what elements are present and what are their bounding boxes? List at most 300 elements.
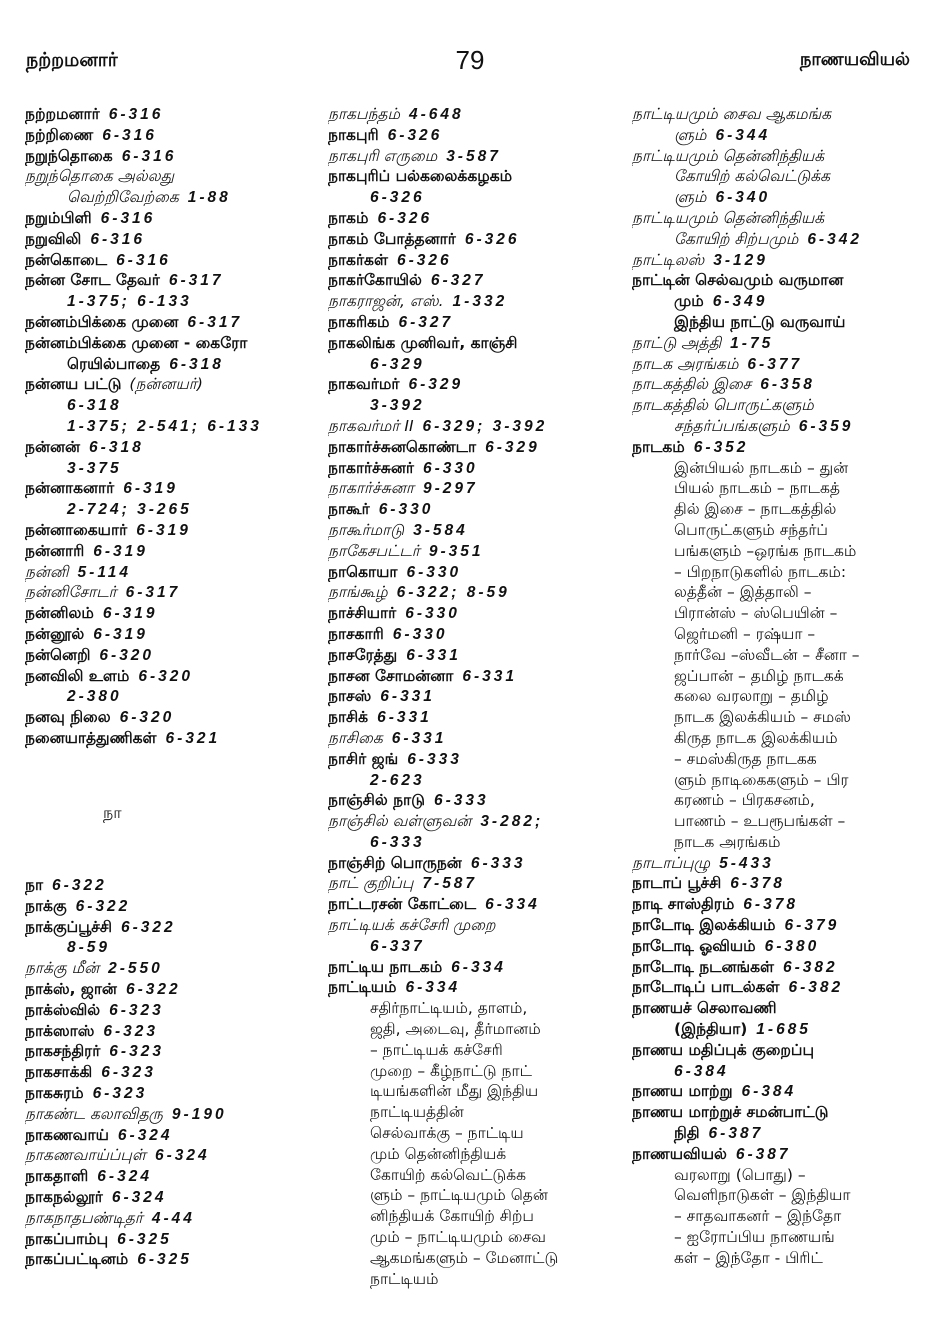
page-reference: 6-318 xyxy=(67,397,122,415)
entry-term: நனையாத்துணிகள் xyxy=(25,728,157,747)
entry-term: பொருட்களும் சந்தர்ப் xyxy=(674,520,828,539)
index-entry xyxy=(328,333,620,354)
page-reference: 6-378 xyxy=(730,875,785,893)
entry-term: நாணய மாற்று xyxy=(632,1082,733,1101)
page-reference: 6-387 xyxy=(708,1125,764,1143)
index-entry-continuation xyxy=(632,416,922,437)
entry-description-line xyxy=(632,603,922,624)
entry-term: நனவிலி உளம் xyxy=(25,666,130,685)
index-entry xyxy=(632,853,922,874)
index-entry xyxy=(632,894,922,915)
entry-description-line xyxy=(328,1269,620,1290)
entry-term: நாட்டரசன் கோட்டை xyxy=(328,895,477,914)
index-column-3 xyxy=(632,104,922,1269)
index-entry xyxy=(25,1083,317,1104)
index-entry-continuation xyxy=(25,187,317,208)
entry-term: பிரான்ஸ் – ஸ்பெயின் – xyxy=(674,604,838,623)
page-reference: 6-327 xyxy=(398,313,454,331)
index-entry xyxy=(25,603,317,624)
index-entry xyxy=(25,374,317,395)
entry-term: கிருத நாடக இலக்கியம் xyxy=(674,728,838,747)
entry-term: நாசன சோமன்னா xyxy=(328,666,454,685)
index-entry-continuation xyxy=(632,166,922,187)
page-reference: 6-331 xyxy=(377,709,432,727)
page-reference: 6-323 xyxy=(109,1001,164,1019)
entry-term: நாடோடி இலக்கியம் xyxy=(632,916,776,935)
entry-term: ஆகமங்களும் – மேனாட்டு xyxy=(370,1248,559,1267)
index-entry xyxy=(25,1021,317,1042)
index-entry xyxy=(25,1208,317,1229)
entry-term: நாடோடி நடனங்கள் xyxy=(632,957,775,976)
page-reference: 4-648 xyxy=(409,106,464,123)
page-reference: 6-334 xyxy=(405,979,461,997)
entry-term: நன்னன் xyxy=(25,437,81,456)
index-entry xyxy=(632,354,922,375)
page-reference: 6-325 xyxy=(137,1251,192,1269)
entry-term: ளும் xyxy=(674,125,707,144)
page-reference: 6-352 xyxy=(693,438,749,456)
index-entry xyxy=(632,873,922,894)
index-entry xyxy=(328,582,620,603)
page-reference: 6-333 xyxy=(370,833,425,851)
page-reference: 1-375; 2-541; 6-133 xyxy=(67,417,262,435)
index-entry-continuation xyxy=(25,686,317,707)
index-entry xyxy=(328,374,620,395)
index-entry xyxy=(25,979,317,1000)
page-reference: 6-329; 3-392 xyxy=(422,417,548,435)
page-reference: 6-317 xyxy=(187,313,243,331)
entry-description-line xyxy=(632,1165,922,1186)
page-reference: 3-587 xyxy=(446,147,501,165)
page-reference: 6-326 xyxy=(377,209,433,227)
entry-term: நறுவிலி xyxy=(25,229,82,248)
entry-term: நாகணவாய் xyxy=(25,1125,109,1144)
index-column-1-section xyxy=(25,875,317,1270)
entry-term: நறுந்தொகை அல்லது xyxy=(25,167,175,186)
index-entry xyxy=(328,603,620,624)
entry-description-line xyxy=(632,707,922,728)
page-reference: 6-331 xyxy=(380,688,435,706)
entry-description-line xyxy=(328,1019,620,1040)
index-entry xyxy=(632,395,922,416)
index-entry xyxy=(328,666,620,687)
entry-description-line xyxy=(328,1040,620,1061)
entry-term: நாகபந்தம் xyxy=(328,105,401,123)
entry-term: நாட்டியமும் தென்னிந்தியக் xyxy=(632,146,825,165)
page-reference: 6-359 xyxy=(798,417,854,435)
entry-term: சந்தர்ப்பங்களும் xyxy=(674,416,790,435)
index-entry xyxy=(25,896,317,917)
page-reference: 6-323 xyxy=(92,1084,148,1102)
entry-term: நாஞ்சில் நாடு xyxy=(328,791,425,810)
page-reference: 6-320 xyxy=(138,667,193,685)
index-entry xyxy=(328,894,620,915)
entry-term: ஜெர்மனி – ரஷ்யா – xyxy=(674,624,816,643)
index-entry xyxy=(25,1062,317,1083)
entry-term: நன்ன சோட தேவர் xyxy=(25,271,160,290)
index-entry xyxy=(632,104,922,125)
entry-term: நாகப்பாம்பு xyxy=(25,1229,109,1248)
entry-term: நாகசுரம் xyxy=(25,1083,84,1102)
entry-term: நாடகம் xyxy=(632,437,685,456)
index-entry xyxy=(328,166,620,187)
entry-term: ஜதி, அடைவு, தீர்மானம் xyxy=(370,1020,541,1039)
entry-term: நாகார்ச்சுனகொண்டா xyxy=(328,437,477,456)
entry-term: நற்றமனார் xyxy=(25,105,100,123)
entry-description-line xyxy=(632,749,922,770)
page-reference: 6-382 xyxy=(783,958,838,976)
entry-term: நாகதாளி xyxy=(25,1167,89,1186)
entry-term: – பிறநாடுகளில் நாடகம்: xyxy=(674,562,847,581)
page-reference: 6-316 xyxy=(121,147,177,165)
entry-term: நார்வே –ஸ்வீடன் – சீனா – xyxy=(674,645,860,664)
entry-term: நாகபுரிப் பல்கலைக்கழகம் xyxy=(328,167,513,186)
page-reference: 6-326 xyxy=(370,189,425,207)
entry-term: வரலாறு (பொது) – xyxy=(674,1165,806,1184)
page-reference: 6-320 xyxy=(99,646,155,664)
entry-description-line xyxy=(632,562,922,583)
index-entry xyxy=(25,645,317,666)
entry-term: கோயிற் கல்வெட்டுக்க xyxy=(370,1165,527,1184)
entry-term: ரெயில்பாதை xyxy=(67,354,161,373)
index-entry xyxy=(632,1102,922,1123)
running-head-right: நாணயவியல் xyxy=(799,49,910,70)
index-entry xyxy=(328,811,620,832)
page-reference: 6-330 xyxy=(392,625,448,643)
page-reference: 6-316 xyxy=(108,106,164,123)
index-entry xyxy=(25,917,317,938)
entry-term: – சமஸ்கிருத நாடகக xyxy=(674,749,817,768)
index-entry-continuation xyxy=(632,1061,922,1082)
entry-term: இந்திய நாட்டு வருவாய் xyxy=(674,312,846,331)
entry-term: நாடோடிப் பாடல்கள் xyxy=(632,978,780,997)
index-entry xyxy=(328,312,620,333)
entry-term: நாடகத்தில் பொருட்களும் xyxy=(632,396,814,415)
entry-term: நாணய மாற்றுச் சமன்பாட்டு xyxy=(632,1103,829,1122)
entry-description-line xyxy=(632,541,922,562)
page-reference: 6-326 xyxy=(464,230,520,248)
entry-description-line xyxy=(328,1123,620,1144)
entry-term: நாசகாரி xyxy=(328,624,384,643)
entry-description-line xyxy=(328,1165,620,1186)
entry-term: நறுந்தொகை xyxy=(25,146,113,165)
index-entry xyxy=(25,229,317,250)
entry-term: கோயிற் சிற்பமும் xyxy=(674,229,799,248)
entry-term: நாட்டியமும் தென்னிந்தியக் xyxy=(632,208,825,227)
page-reference: 1-375; 6-133 xyxy=(67,293,192,311)
entry-description-line xyxy=(632,1227,922,1248)
page-reference: 7-587 xyxy=(422,875,478,893)
index-entry xyxy=(632,1040,922,1061)
index-entry xyxy=(25,146,317,167)
entry-note: (நன்னயர்) xyxy=(129,375,203,394)
index-entry xyxy=(328,686,620,707)
entry-term: – நாட்டியக் கச்சேரி xyxy=(370,1040,503,1059)
entry-term: செல்வாக்கு – நாட்டிய xyxy=(370,1124,524,1143)
page-reference: 6-384 xyxy=(674,1062,729,1080)
index-entry-continuation xyxy=(328,936,620,957)
index-entry xyxy=(328,873,620,894)
entry-term: நாச்சியார் xyxy=(328,604,397,623)
entry-term: நாகர்கோயில் xyxy=(328,271,422,290)
index-entry xyxy=(25,208,317,229)
index-entry xyxy=(328,645,620,666)
entry-term: கலை வரலாறு – தமிழ் xyxy=(674,687,829,706)
entry-description-line xyxy=(632,582,922,603)
page-reference: 6-327 xyxy=(430,272,486,290)
index-entry xyxy=(328,437,620,458)
index-entry xyxy=(328,728,620,749)
index-entry xyxy=(632,1144,922,1165)
index-entry-continuation xyxy=(328,395,620,416)
index-entry xyxy=(25,666,317,687)
index-entry xyxy=(25,1166,317,1187)
page-reference: 6-333 xyxy=(407,750,462,768)
page-reference: 6-325 xyxy=(117,1230,172,1248)
entry-term: னிந்தியக் கோயிற் சிற்ப xyxy=(370,1207,534,1226)
page-reference: 6-316 xyxy=(90,230,145,248)
entry-term: நாடக இலக்கியம் – சமஸ் xyxy=(674,708,851,727)
page-reference: 6-340 xyxy=(715,189,771,207)
page-reference: 6-323 xyxy=(101,1064,156,1082)
entry-term: இன்பியல் நாடகம் – துன் xyxy=(674,458,849,477)
index-entry xyxy=(25,728,317,749)
entry-description-line xyxy=(328,1185,620,1206)
index-entry xyxy=(328,977,620,998)
index-entry xyxy=(632,208,922,229)
index-entry-continuation xyxy=(25,354,317,375)
entry-term: நா xyxy=(25,876,44,894)
index-entry xyxy=(632,146,922,167)
index-entry xyxy=(328,270,620,291)
entry-term: நாஞ்சில் வள்ளுவன் xyxy=(328,812,472,831)
index-entry xyxy=(632,1081,922,1102)
entry-description-line xyxy=(328,1061,620,1082)
index-entry-continuation xyxy=(632,125,922,146)
entry-term: நாடி சாஸ்திரம் xyxy=(632,895,735,914)
entry-term: நாகப்பட்டினம் xyxy=(25,1250,129,1269)
entry-term: லத்தீன் – இத்தாலி – xyxy=(674,583,812,602)
entry-description-line xyxy=(632,624,922,645)
page-reference: 6-320 xyxy=(119,709,175,727)
entry-term: நன்னாகையார் xyxy=(25,520,128,539)
entry-term: – சாதவாகனர் – இந்தோ xyxy=(674,1207,842,1226)
entry-term: நாடோடி ஓவியம் xyxy=(632,936,756,955)
entry-term: நாட் குறிப்பு xyxy=(328,874,414,893)
index-entry xyxy=(328,520,620,541)
entry-term: நாகம் போத்தனார் xyxy=(328,229,456,248)
entry-description-line xyxy=(328,1227,620,1248)
index-entry-continuation xyxy=(632,291,922,312)
entry-description-line xyxy=(632,811,922,832)
index-entry xyxy=(328,790,620,811)
page-reference: 3-375 xyxy=(67,459,122,477)
entry-term: நாணயச் செலாவணி xyxy=(632,999,777,1018)
index-entry xyxy=(632,977,922,998)
page-reference: 6-324 xyxy=(111,1188,167,1206)
entry-description-line xyxy=(632,1206,922,1227)
entry-description-line xyxy=(632,1248,922,1269)
index-entry-continuation xyxy=(328,770,620,791)
page-reference: 9-351 xyxy=(428,542,484,560)
page-reference: 6-324 xyxy=(154,1147,210,1165)
index-entry xyxy=(328,562,620,583)
page-reference: 6-324 xyxy=(97,1168,152,1186)
index-entry xyxy=(328,229,620,250)
page-reference: 6-358 xyxy=(760,376,815,394)
entry-term: நாகநல்லூர் xyxy=(25,1187,103,1206)
page-reference: 6-379 xyxy=(784,917,840,935)
index-entry xyxy=(328,749,620,770)
entry-term: நாட்டியம் xyxy=(328,978,397,997)
index-entry xyxy=(328,624,620,645)
entry-term: நன்னூல் xyxy=(25,624,85,643)
entry-term: நாகராஜன், எஸ். xyxy=(328,292,444,311)
index-entry-continuation xyxy=(328,354,620,375)
entry-term: நாகணவாய்ப்புள் xyxy=(25,1146,146,1165)
entry-term: நாக்ஸ், ஜான் xyxy=(25,979,117,998)
index-entry xyxy=(25,166,317,187)
entry-description-line xyxy=(328,998,620,1019)
entry-term: நாசிக் xyxy=(328,708,369,727)
entry-term: நாக்ஸாஸ் xyxy=(25,1021,95,1040)
entry-term: நாகார்ச்சுனர் xyxy=(328,458,414,477)
entry-term: நன்னாரி xyxy=(25,541,85,560)
entry-term: ளும் – நாட்டியமும் தென் xyxy=(370,1186,548,1205)
entry-term: நாசரேத்து xyxy=(328,645,398,664)
page-reference: 6-331 xyxy=(406,646,461,664)
page-reference: 2-550 xyxy=(108,960,163,978)
index-entry xyxy=(25,1187,317,1208)
page-reference: 6-319 xyxy=(93,542,148,560)
index-entry-continuation xyxy=(632,229,922,250)
entry-term: பாணம் – உபரூபங்கள் – xyxy=(674,812,846,831)
entry-description-line xyxy=(328,1144,620,1165)
entry-term: நாட்டின் செல்வமும் வருமான xyxy=(632,271,844,290)
entry-term: நாகர்கள் xyxy=(328,250,388,269)
index-entry-continuation xyxy=(632,187,922,208)
index-entry xyxy=(25,1104,317,1125)
page-reference: 6-319 xyxy=(93,625,148,643)
index-entry xyxy=(328,458,620,479)
entry-term: நாடக அரங்கம் xyxy=(632,354,739,373)
entry-term: நாசிகை xyxy=(328,728,383,747)
index-entry xyxy=(328,416,620,437)
page-reference: 6-344 xyxy=(715,126,771,144)
entry-term: டியங்களின் மீது இந்திய xyxy=(370,1082,539,1101)
entry-description-line xyxy=(328,1248,620,1269)
entry-term: வெற்றிவேற்கை xyxy=(67,188,179,207)
page-reference: 6-330 xyxy=(378,501,434,519)
index-entry xyxy=(25,541,317,562)
index-entry-continuation xyxy=(25,395,317,416)
page-reference: 2-380 xyxy=(67,688,122,706)
index-entry-continuation xyxy=(328,832,620,853)
entry-description-line xyxy=(632,458,922,479)
entry-description-line xyxy=(632,728,922,749)
index-entry xyxy=(328,146,620,167)
entry-term: நாகபுரி xyxy=(328,125,379,144)
entry-term: நாசிர் ஜங் xyxy=(328,749,399,768)
entry-description-line xyxy=(328,1102,620,1123)
entry-term: நற்றிணை xyxy=(25,125,94,144)
entry-term: நன்னம்பிக்கை முனை xyxy=(25,312,179,331)
index-entry-continuation xyxy=(25,291,317,312)
entry-term: நாக்ஸ்வில் xyxy=(25,1000,101,1019)
entry-term: கோயிற் கல்வெட்டுக்க xyxy=(674,167,831,186)
index-entry xyxy=(632,936,922,957)
entry-description-line xyxy=(632,770,922,791)
entry-term: கரணம் – பிரகசனம், xyxy=(674,791,815,810)
index-entry xyxy=(328,541,620,562)
entry-term: நாடகத்தில் இசை xyxy=(632,375,752,394)
entry-description-line xyxy=(632,520,922,541)
entry-term: ளும் xyxy=(674,188,707,207)
page-reference: 6-330 xyxy=(405,605,460,623)
entry-term: நாணய மதிப்புக் குறைப்பு xyxy=(632,1040,814,1059)
page-reference: 6-337 xyxy=(370,937,425,955)
page-reference: 6-323 xyxy=(109,1043,164,1061)
page-reference: 9-297 xyxy=(422,480,478,498)
entry-term: (இந்தியா) xyxy=(674,1020,748,1039)
entry-term: ளும் நாடிகைகளும் – பிர xyxy=(674,770,849,789)
entry-term: நாட்டியம் xyxy=(370,1269,439,1288)
page-reference: 6-322; 8-59 xyxy=(396,584,510,602)
index-entry xyxy=(328,291,620,312)
entry-description-line xyxy=(632,645,922,666)
entry-term: நாகூர்மாடு xyxy=(328,520,405,539)
index-entry xyxy=(328,853,620,874)
page-reference: 6-329 xyxy=(408,376,464,394)
entry-term: நாகபுரி எருமை xyxy=(328,146,438,165)
page-reference: 6-330 xyxy=(406,563,462,581)
index-entry-continuation xyxy=(328,187,620,208)
page-reference: 6-318 xyxy=(89,438,144,456)
page-reference: 6-342 xyxy=(807,230,862,248)
page-reference: 6-322 xyxy=(121,918,176,936)
entry-description-line xyxy=(632,666,922,687)
index-entry xyxy=(632,957,922,978)
index-entry xyxy=(25,1125,317,1146)
index-entry xyxy=(25,1249,317,1270)
page-reference: 6-329 xyxy=(370,355,425,373)
entry-term: நாக்கு மீன் xyxy=(25,959,100,978)
index-entry xyxy=(25,875,317,896)
index-entry xyxy=(632,915,922,936)
index-entry xyxy=(328,208,620,229)
index-entry xyxy=(25,582,317,603)
page-reference: 6-349 xyxy=(712,293,768,311)
index-entry-continuation xyxy=(25,499,317,520)
entry-term: நாகசந்திரர் xyxy=(25,1042,101,1061)
index-entry-continuation xyxy=(632,1019,922,1040)
page-reference: 2-724; 3-265 xyxy=(67,501,192,519)
entry-term: நாகேசபட்டர் xyxy=(328,541,420,560)
entry-description-line xyxy=(632,478,922,499)
index-entry xyxy=(632,437,922,458)
running-head-left: நற்றமனார் xyxy=(26,49,118,71)
index-entry xyxy=(328,499,620,520)
entry-term: நாட்டிய நாடகம் xyxy=(328,957,443,976)
entry-term: நாகம் xyxy=(328,208,369,227)
entry-term: நன்னய பட்டு xyxy=(25,375,122,394)
index-entry xyxy=(25,707,317,728)
entry-term: நாகொயா xyxy=(328,562,398,581)
page-reference: 3-392 xyxy=(370,397,425,415)
index-entry-continuation xyxy=(25,416,317,437)
entry-term: நன்னிலம் xyxy=(25,604,94,623)
page-reference: 6-323 xyxy=(103,1022,159,1040)
